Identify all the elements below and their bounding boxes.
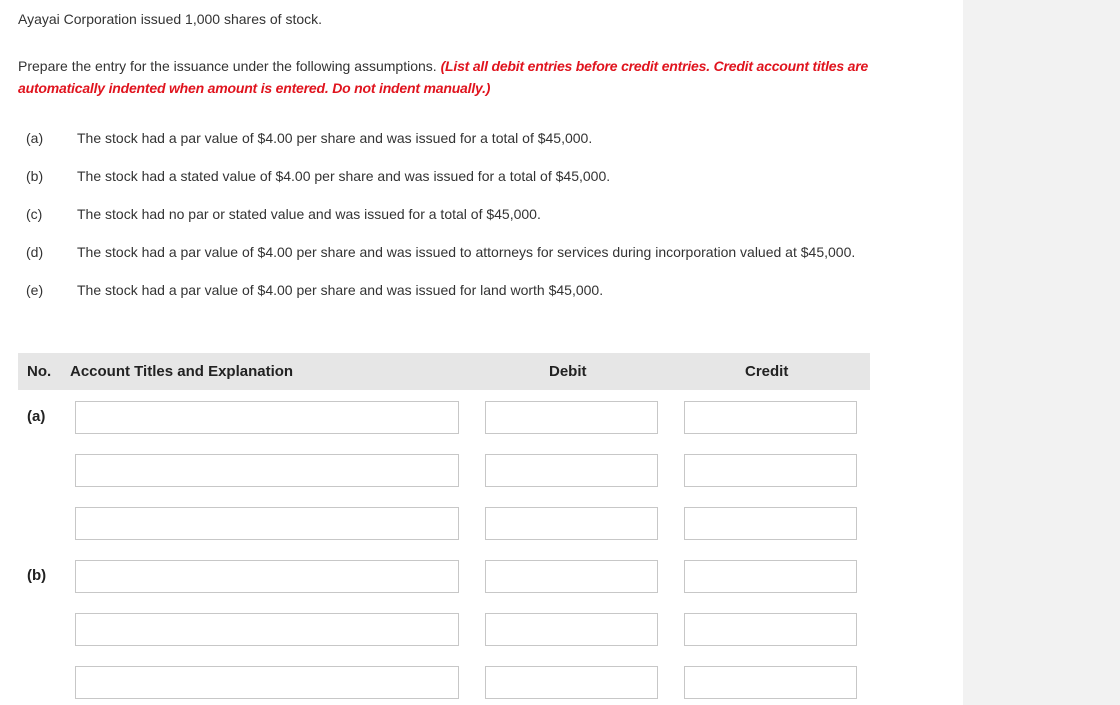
column-header-debit: Debit <box>549 363 587 380</box>
assumption-text: The stock had a par value of $4.00 per share and was issued to attorneys for services during incorporation valued at $45,000. <box>77 244 856 260</box>
assumption-letter: (d) <box>26 244 44 260</box>
instructions <box>18 55 938 99</box>
problem-intro: Ayayai Corporation issued 1,000 shares of stock. <box>18 11 323 27</box>
credit-amount-input[interactable] <box>684 507 857 540</box>
debit-amount-input[interactable] <box>485 560 658 593</box>
instructions-note: (List all debit entries before credit entries. Credit account titles are automatically indented when amount is entered. Do not indent manually.) <box>18 58 869 96</box>
debit-amount-input[interactable] <box>485 507 658 540</box>
instructions-lead: Prepare the entry for the issuance under the following assumptions. <box>18 58 441 74</box>
entry-label-a: (a) <box>27 408 46 425</box>
assumption-letter: (b) <box>26 168 44 184</box>
account-title-input[interactable] <box>75 507 459 540</box>
credit-amount-input[interactable] <box>684 454 857 487</box>
journal-table-header <box>18 353 870 390</box>
credit-amount-input[interactable] <box>684 560 857 593</box>
credit-amount-input[interactable] <box>684 666 857 699</box>
column-header-credit: Credit <box>745 363 789 380</box>
assumption-letter: (c) <box>26 206 43 222</box>
credit-amount-input[interactable] <box>684 401 857 434</box>
debit-amount-input[interactable] <box>485 401 658 434</box>
assumption-text: The stock had a par value of $4.00 per share and was issued for a total of $45,000. <box>77 130 593 146</box>
assumption-text: The stock had no par or stated value and was issued for a total of $45,000. <box>77 206 541 222</box>
assumption-text: The stock had a par value of $4.00 per share and was issued for land worth $45,000. <box>77 282 604 298</box>
account-title-input[interactable] <box>75 454 459 487</box>
assumption-letter: (e) <box>26 282 44 298</box>
debit-amount-input[interactable] <box>485 613 658 646</box>
assumption-text: The stock had a stated value of $4.00 per share and was issued for a total of $45,000. <box>77 168 611 184</box>
credit-amount-input[interactable] <box>684 613 857 646</box>
assumption-letter: (a) <box>26 130 44 146</box>
account-title-input[interactable] <box>75 401 459 434</box>
column-header-account: Account Titles and Explanation <box>70 363 294 380</box>
column-header-no: No. <box>27 363 52 380</box>
account-title-input[interactable] <box>75 613 459 646</box>
account-title-input[interactable] <box>75 666 459 699</box>
account-title-input[interactable] <box>75 560 459 593</box>
debit-amount-input[interactable] <box>485 666 658 699</box>
entry-label-b: (b) <box>27 567 47 584</box>
debit-amount-input[interactable] <box>485 454 658 487</box>
